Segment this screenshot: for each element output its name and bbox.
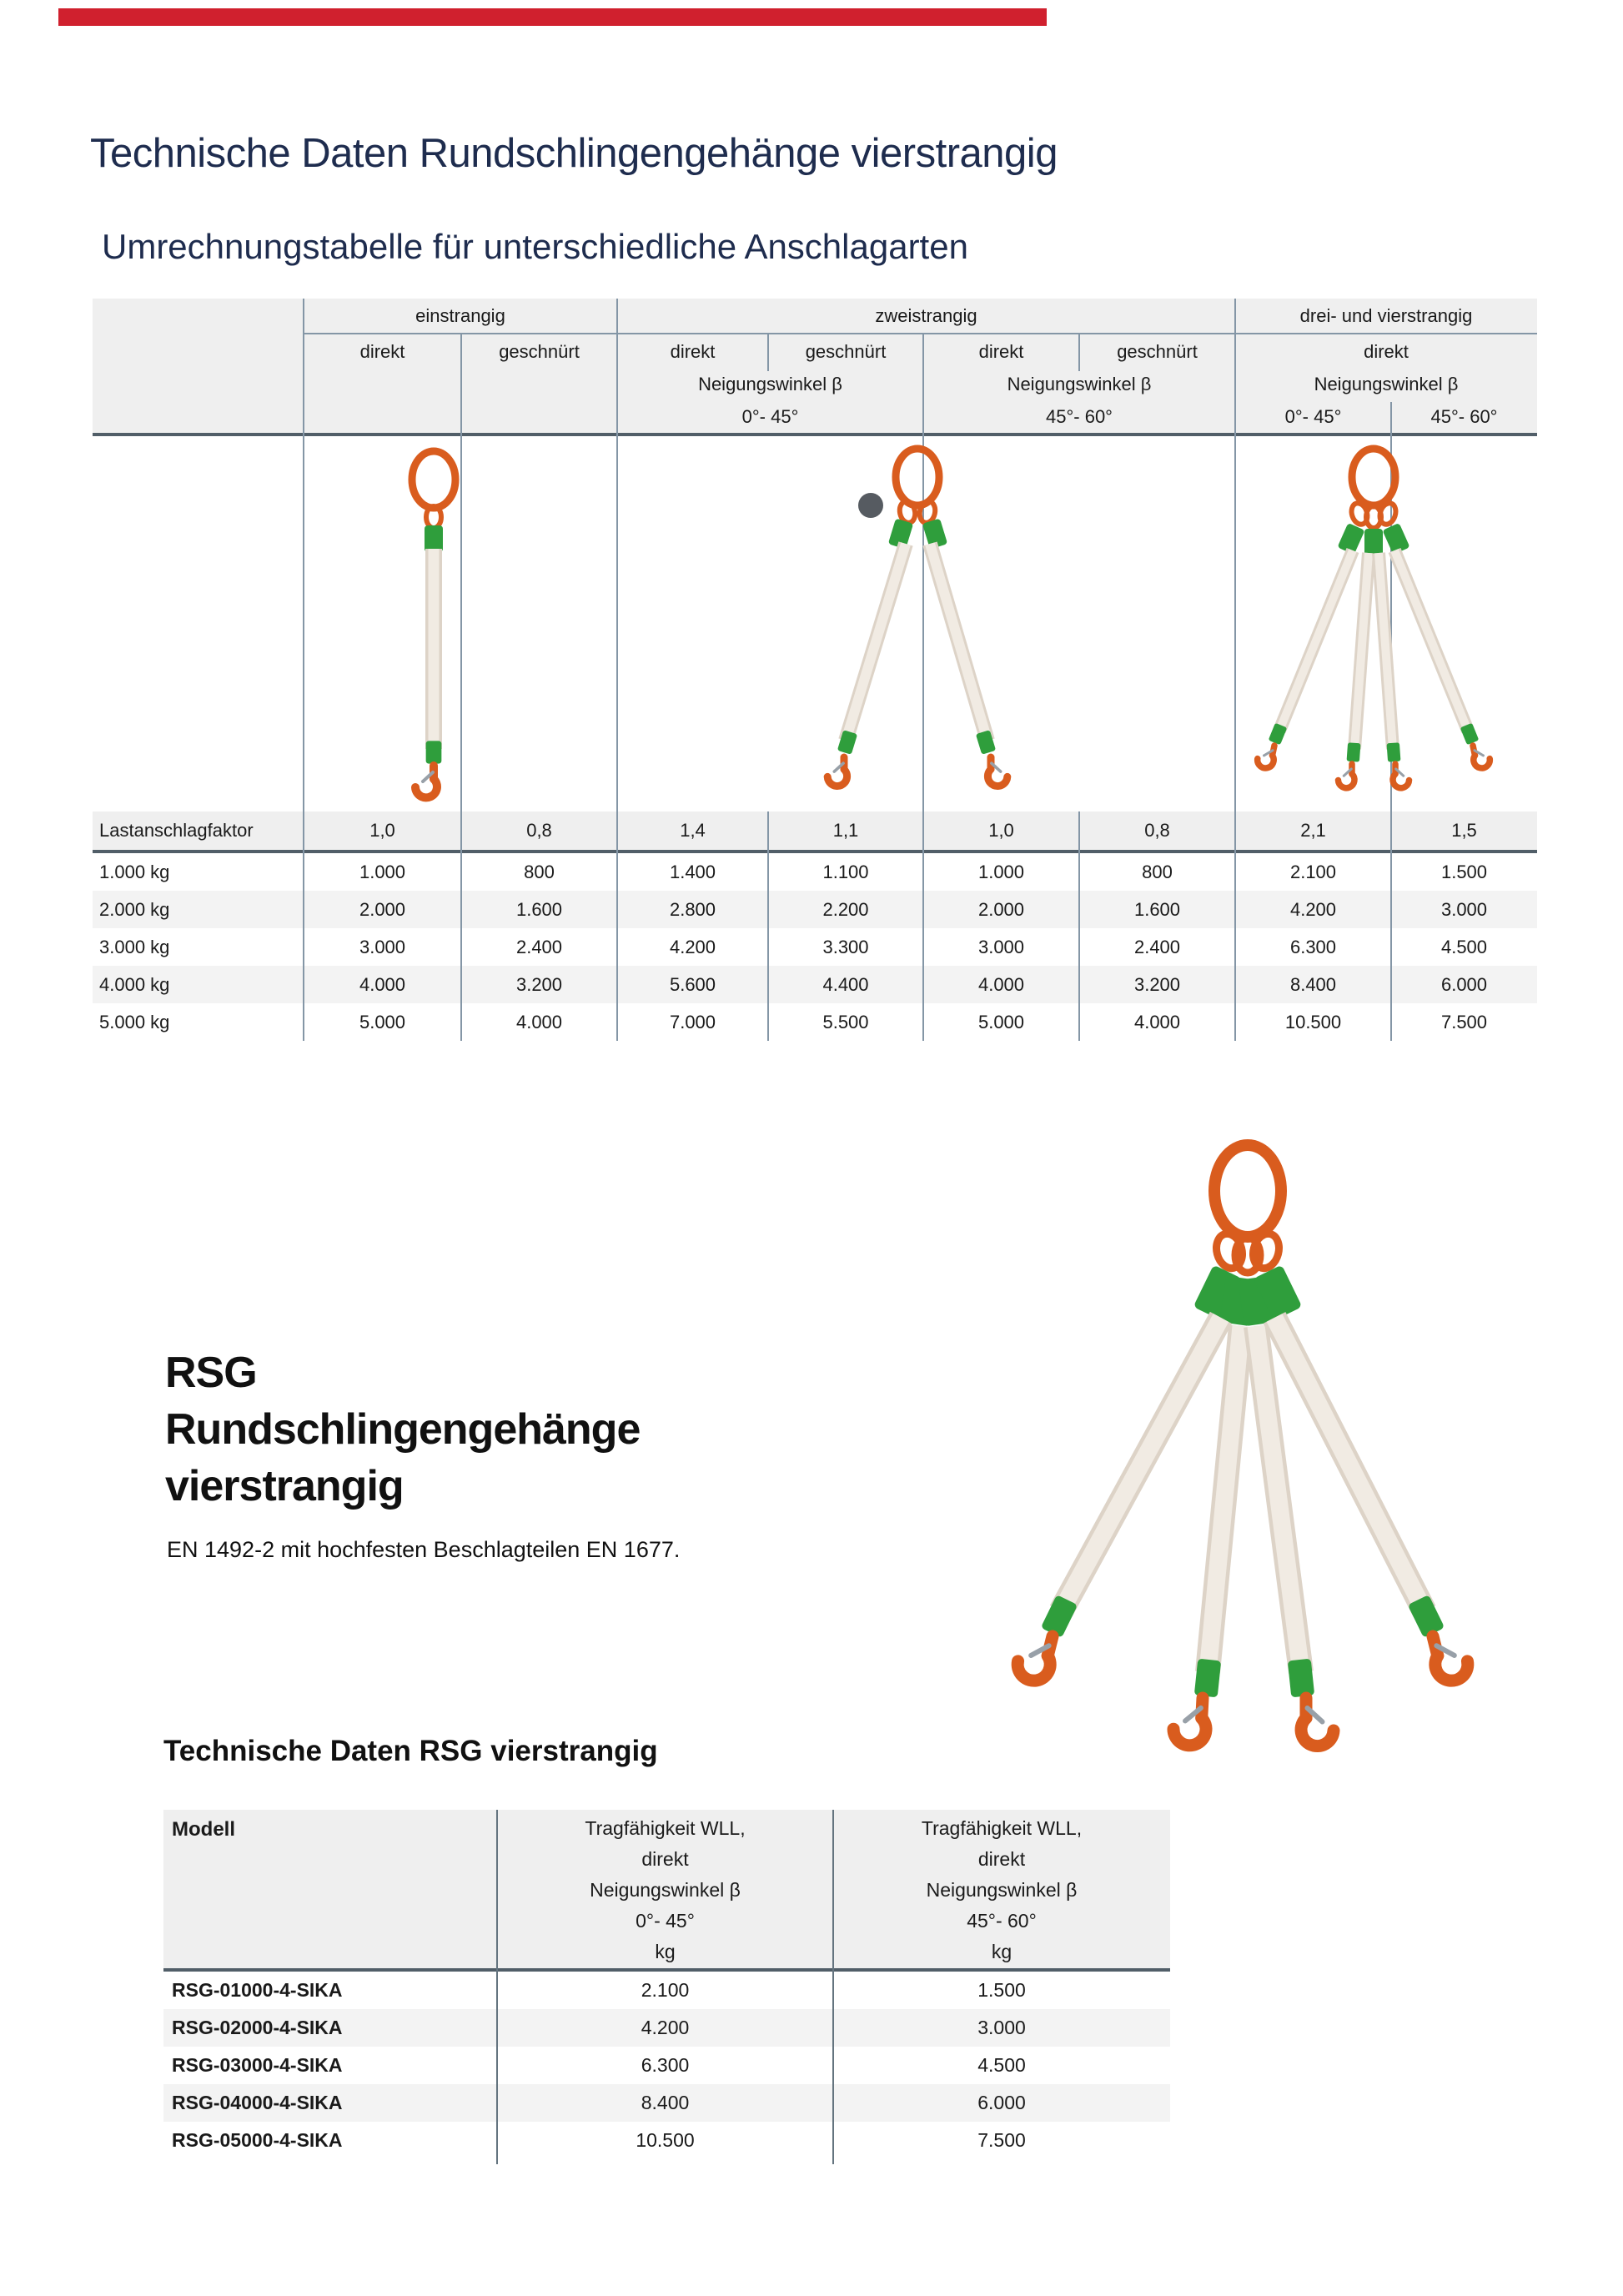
- sling-image-drei-vierstrangig: [1256, 449, 1491, 788]
- subheader-direkt: direkt: [670, 341, 716, 362]
- cell-value: 800: [1142, 861, 1173, 882]
- wll-value: 4.500: [977, 2054, 1026, 2076]
- factor-value: 0,8: [1144, 820, 1170, 841]
- row-label: 1.000 kg: [99, 861, 170, 882]
- cell-value: 3.000: [977, 936, 1025, 957]
- product-heading: [165, 1344, 640, 1515]
- product-name-line2: vierstrangig: [165, 1462, 404, 1510]
- top-accent-bar: [58, 8, 1047, 26]
- sling-illustrations: [93, 436, 1537, 811]
- cell-value: 3.000: [359, 936, 406, 957]
- group-header-zweistrangig: zweistrangig: [875, 305, 977, 326]
- model-name: RSG-01000-4-SIKA: [172, 1979, 343, 2001]
- cell-value: 4.400: [822, 973, 869, 995]
- page-title: Technische Daten Rundschlingengehänge vierstrangig: [90, 131, 1058, 176]
- header-line: direkt: [977, 1848, 1026, 1870]
- wll-value: 1.500: [977, 1979, 1026, 2001]
- factor-value: 2,1: [1300, 820, 1326, 841]
- row-label: 3.000 kg: [99, 936, 170, 957]
- factor-value: 1,4: [680, 820, 706, 841]
- subheader-geschnuert: geschnürt: [499, 341, 580, 362]
- table-row: [163, 2084, 1170, 2122]
- cell-value: 3.200: [1133, 973, 1181, 995]
- table-row: [163, 2122, 1170, 2159]
- table-row: [93, 1003, 1537, 1041]
- cell-value: 2.000: [359, 898, 406, 920]
- table-row: [93, 928, 1537, 966]
- subheader-neigungswinkel: Neigungswinkel β: [1314, 374, 1459, 394]
- cell-value: 4.000: [977, 973, 1025, 995]
- table-row: [93, 891, 1537, 928]
- product-norm-text: EN 1492-2 mit hochfesten Beschlagteilen EN 1677.: [167, 1537, 681, 1562]
- header-line: 0°- 45°: [636, 1910, 695, 1932]
- table-row: [163, 2047, 1170, 2084]
- wll-value: 3.000: [977, 2017, 1026, 2038]
- cell-value: 5.500: [822, 1011, 869, 1032]
- tech-table-heading: Technische Daten RSG vierstrangig: [163, 1735, 658, 1767]
- cell-value: 7.500: [1440, 1011, 1488, 1032]
- model-name: RSG-04000-4-SIKA: [172, 2092, 343, 2113]
- wll-value: 6.300: [641, 2054, 690, 2076]
- sling-image-zweistrangig: [827, 449, 1007, 786]
- model-name: RSG-05000-4-SIKA: [172, 2129, 343, 2151]
- wll-value: 4.200: [641, 2017, 690, 2038]
- cell-value: 1.600: [1133, 898, 1181, 920]
- subheader-geschnuert: geschnürt: [805, 341, 887, 362]
- row-label: 4.000 kg: [99, 973, 170, 995]
- header-line: Neigungswinkel β: [590, 1879, 741, 1901]
- tech-col-model-header: Modell: [172, 1818, 235, 1841]
- cell-value: 1.100: [822, 861, 869, 882]
- cell-value: 4.000: [1133, 1011, 1181, 1032]
- cell-value: 5.000: [977, 1011, 1025, 1032]
- header-line: kg: [991, 1941, 1012, 1962]
- row-label: 2.000 kg: [99, 898, 170, 920]
- header-line: kg: [655, 1941, 676, 1962]
- table-row: [163, 1972, 1170, 2009]
- wll-value: 8.400: [641, 2092, 690, 2113]
- subheader-angle-45-60: 45°- 60°: [1430, 406, 1498, 427]
- tech-col-wll-0-45-header: [497, 1813, 833, 1967]
- cell-value: 2.000: [977, 898, 1025, 920]
- sling-image-einstrangig: [412, 451, 455, 797]
- product-photo-rsg-vierstrangig: [984, 1126, 1501, 1768]
- cell-value: 2.100: [1289, 861, 1337, 882]
- tech-col-wll-45-60-header: [833, 1813, 1170, 1967]
- model-name: RSG-02000-4-SIKA: [172, 2017, 343, 2038]
- cell-value: 7.000: [669, 1011, 716, 1032]
- header-line: 45°- 60°: [967, 1910, 1037, 1932]
- cell-value: 3.000: [1440, 898, 1488, 920]
- factor-row: [93, 811, 1537, 850]
- cell-value: 6.000: [1440, 973, 1488, 995]
- section-subtitle: Umrechnungstabelle für unterschiedliche Anschlagarten: [102, 227, 968, 266]
- factor-value: 0,8: [526, 820, 552, 841]
- cell-value: 1.000: [977, 861, 1025, 882]
- header-line: direkt: [641, 1848, 689, 1870]
- subheader-direkt: direkt: [359, 341, 405, 362]
- cell-value: 10.500: [1284, 1011, 1342, 1032]
- table-row: [93, 966, 1537, 1003]
- wll-value: 7.500: [977, 2129, 1026, 2151]
- factor-value: 1,5: [1451, 820, 1477, 841]
- cell-value: 2.800: [669, 898, 716, 920]
- cell-value: 4.500: [1440, 936, 1488, 957]
- cell-value: 1.400: [669, 861, 716, 882]
- factor-value: 1,1: [832, 820, 859, 841]
- table-row: [163, 2009, 1170, 2047]
- wll-value: 6.000: [977, 2092, 1026, 2113]
- column-divider: [1078, 334, 1080, 371]
- cell-value: 1.600: [515, 898, 563, 920]
- header-divider-line: [304, 333, 1537, 334]
- factor-value: 1,0: [988, 820, 1014, 841]
- header-line: Tragfähigkeit WLL,: [921, 1817, 1083, 1839]
- cell-value: 2.200: [822, 898, 869, 920]
- subheader-geschnuert: geschnürt: [1117, 341, 1198, 362]
- factor-value: 1,0: [369, 820, 395, 841]
- subheader-neigungswinkel: Neigungswinkel β: [698, 374, 842, 394]
- subheader-neigungswinkel: Neigungswinkel β: [1007, 374, 1152, 394]
- product-code: RSG: [165, 1349, 257, 1397]
- cell-value: 5.600: [669, 973, 716, 995]
- subheader-angle-0-45: 0°- 45°: [741, 406, 799, 427]
- cell-value: 5.000: [359, 1011, 406, 1032]
- cell-value: 4.200: [669, 936, 716, 957]
- cell-value: 2.400: [1133, 936, 1181, 957]
- group-header-einstrangig: einstrangig: [415, 305, 505, 326]
- cell-value: 6.300: [1289, 936, 1337, 957]
- cell-value: 4.200: [1289, 898, 1337, 920]
- product-name-line1: Rundschlingengehänge: [165, 1405, 641, 1454]
- group-header-drei-vierstrangig: drei- und vierstrangig: [1299, 305, 1473, 326]
- table-row: [93, 853, 1537, 891]
- factor-label: Lastanschlagfaktor: [99, 820, 254, 841]
- cell-value: 1.500: [1440, 861, 1488, 882]
- wll-value: 10.500: [636, 2129, 695, 2151]
- model-name: RSG-03000-4-SIKA: [172, 2054, 343, 2076]
- header-line: Tragfähigkeit WLL,: [585, 1817, 746, 1839]
- cell-value: 4.000: [515, 1011, 563, 1032]
- header-line: Neigungswinkel β: [926, 1879, 1078, 1901]
- column-divider: [767, 334, 769, 371]
- subheader-angle-45-60: 45°- 60°: [1046, 406, 1113, 427]
- cell-value: 3.300: [822, 936, 869, 957]
- cell-value: 4.000: [359, 973, 406, 995]
- subheader-direkt: direkt: [1364, 341, 1409, 362]
- subheader-angle-0-45: 0°- 45°: [1284, 406, 1342, 427]
- wll-value: 2.100: [641, 1979, 690, 2001]
- cell-value: 8.400: [1289, 973, 1337, 995]
- row-label: 5.000 kg: [99, 1011, 170, 1032]
- subheader-direkt: direkt: [978, 341, 1024, 362]
- cell-value: 2.400: [515, 936, 563, 957]
- cell-value: 800: [524, 861, 555, 882]
- cell-value: 1.000: [359, 861, 406, 882]
- cell-value: 3.200: [515, 973, 563, 995]
